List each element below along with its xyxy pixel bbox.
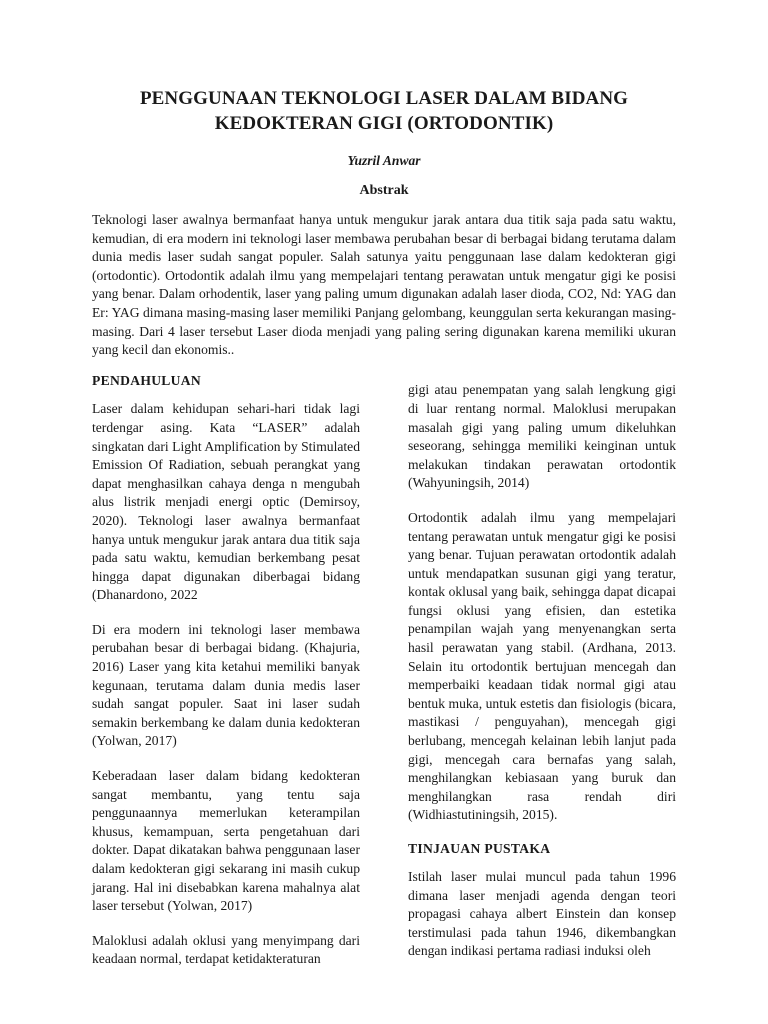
paragraph: Laser dalam kehidupan sehari-hari tidak lagi terdengar asing. Kata “LASER” adalah singkatan dari Light Amplification by Stimulated Emission Of Radiation, sebuah perangkat yang dapat menghasilkan cahaya denga n mengubah alus listrik menjadi energi optic (Demirsoy, 2020). Teknologi laser awalnya bermanfaat hanya untuk mengukur jarak antara dua titik saja pada satu waktu, kemudian berkembang pesat hingga dapat digunakan diberbagai bidang (Dhanardono, 2022 [92, 401, 360, 603]
abstract-text: Teknologi laser awalnya bermanfaat hanya untuk mengukur jarak antara dua titik saja pada satu waktu, kemudian, di era modern ini teknologi laser membawa perubahan besar di berbagai bidang terutama dalam dunia medis laser sudah sangat populer. Salah satunya yaitu penggunaan lase dalam kedokteran gigi (ortodontic). Ortodontik adalah ilmu yang mempelajari tentang perawatan untuk mengatur gigi ke posisi yang benar. Dalam orhodentik, laser yang paling umum digunakan adalah laser dioda, CO2, Nd: YAG dan Er: YAG dimana masing-masing laser memiliki Panjang gelombang, keunggulan serta kekurangan masing-masing. Dari 4 laser tersebut Laser dioda menjadi yang paling sering digunakan karena memiliki ukuran yang kecil dan ekonomis.. [92, 212, 676, 358]
abstract-heading: Abstrak [359, 183, 409, 198]
section-heading-tinjauan-pustaka: TINJAUAN PUSTAKA [408, 841, 551, 856]
paragraph: gigi atau penempatan yang salah lengkung gigi di luar rentang normal. Maloklusi merupakan masalah gigi yang paling umum dikeluhkan seseorang, sehingga memiliki keinginan untuk melakukan tindakan perawatan ortodontik (Wahyuningsih, 2014) [408, 382, 676, 491]
paragraph: Di era modern ini teknologi laser membawa perubahan besar di berbagai bidang. (Khajuria, 2016) Laser yang kita ketahui memiliki banyak kegunaan, terutama dalam dunia medis laser sudah sangat populer. Saat ini laser sudah semakin berkembang ke dalam dunia kedokteran (Yolwan, 2017) [92, 621, 360, 749]
paragraph: Maloklusi adalah oklusi yang menyimpang dari keadaan normal, terdapat ketidakteraturan [92, 932, 360, 967]
author-name: Yuzril Anwar [347, 153, 421, 168]
title-line-1: PENGGUNAAN TEKNOLOGI LASER DALAM BIDANG [139, 88, 629, 109]
section-heading-pendahuluan: PENDAHULUAN [92, 373, 202, 389]
right-column [408, 381, 676, 985]
paper-title [92, 86, 676, 136]
paragraph: Istilah laser mulai muncul pada tahun 1996 dimana laser menjadi agenda dengan teori propagasi cahaya albert Einstein dan konsep terstimulasi pada tahun 1946, dikembangkan dengan indikasi pertama radiasi induksi oleh [408, 869, 676, 959]
paragraph: Keberadaan laser dalam bidang kedokteran sangat membantu, yang tentu saja penggunaannya memerlukan keterampilan khusus, kemampuan, serta pengetahuan dari dokter. Dapat dikatakan bahwa penggunaan laser dalam kedokteran gigi sekarang ini masih cukup jarang. Hal ini disebabkan karena mahalnya alat laser tersebut (Yolwan, 2017) [92, 768, 360, 914]
two-column-body [92, 373, 676, 985]
paragraph: Ortodontik adalah ilmu yang mempelajari tentang perawatan untuk mengatur gigi ke posisi yang benar. Tujuan perawatan ortodontik adalah untuk mendapatkan susunan gigi yang teratur, kontak oklusal yang baik, sehingga dapat dicapai fungsi oklusi yang efisien, dan estetika penampilan wajah yang menyenangkan serta hasil perawatan yang stabil. (Ardhana, 2013. Selain itu ortodontik bertujuan mencegah dan memperbaiki keadaan tidak normal gigi atau bentuk muka, untuk estetis dan fisiologis (bicara, mastikasi / penguyahan), mencegah gigi berlubang, mencegah kelainan lebih lanjut pada gigi, mencegah cara bernafas yang salah, menghilangkan kebiasaan yang buruk dan menghilangkan rasa rendah diri (Widhiastutiningsih, 2015). [408, 509, 676, 823]
left-column [92, 373, 360, 985]
title-line-2: KEDOKTERAN GIGI (ORTODONTIK) [214, 113, 554, 134]
